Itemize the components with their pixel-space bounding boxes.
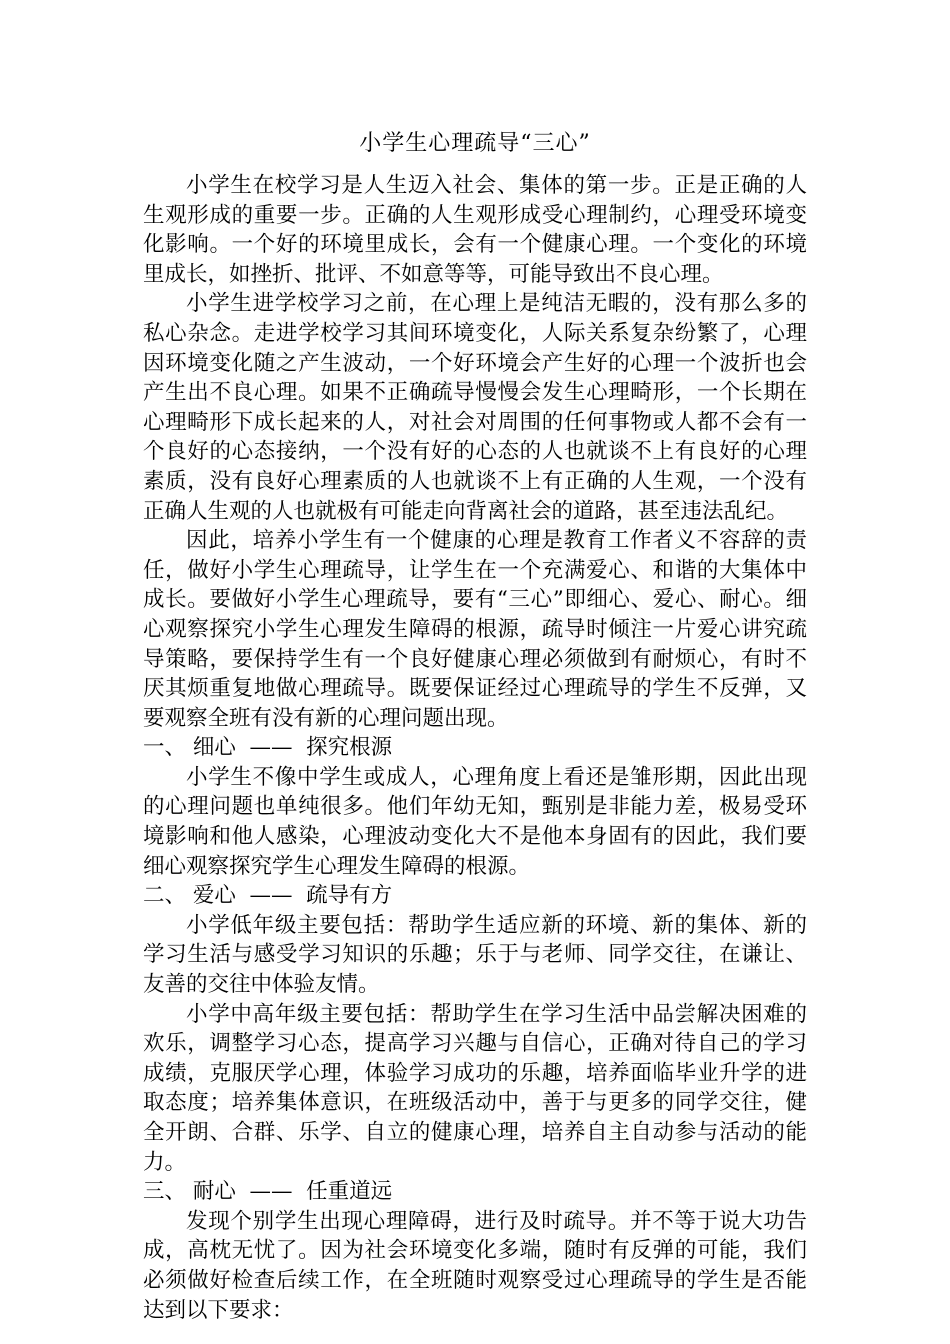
section-heading-patience: 三、 耐心 —— 任重道远 [143,1179,393,1205]
intro-paragraph-1: 小学生在校学习是人生迈入社会、集体的第一步。正是正确的人生观形成的重要一步。正确的人生观形成受心理制约，心理受环境变化影响。一个好的环境里成长，会有一个健康心理。一个变化的环境里成长，如挫折、批评、不如意等等，可能导致出不良心理。 [143,173,807,287]
section2-paragraph-1: 小学低年级主要包括：帮助学生适应新的环境、新的集体、新的学习生活与感受学习知识的乐趣；乐于与老师、同学交往，在谦让、友善的交往中体验友情。 [143,912,807,998]
section-heading-love: 二、 爱心 —— 疏导有方 [143,883,393,909]
section-heading-careful: 一、 细心 —— 探究根源 [143,735,393,761]
document-body [143,128,807,1325]
section2-paragraph-2: 小学中高年级主要包括：帮助学生在学习生活中品尝解决困难的欢乐，调整学习心态，提高学习兴趣与自信心，正确对待自己的学习成绩，克服厌学心理，体验学习成功的乐趣，培养面临毕业升学的进取态度；培养集体意识，在班级活动中，善于与更多的同学交往，健全开朗、合群、乐学、自立的健康心理，培养自主自动参与活动的能力。 [143,1001,807,1175]
section3-paragraph-1: 发现个别学生出现心理障碍，进行及时疏导。并不等于说大功告成，高枕无忧了。因为社会环境变化多端，随时有反弹的可能，我们必须做好检查后续工作，在全班随时观察受过心理疏导的学生是否能达到以下要求： [143,1208,807,1323]
intro-paragraph-2: 小学生进学校学习之前，在心理上是纯洁无暇的，没有那么多的私心杂念。走进学校学习其间环境变化，人际关系复杂纷繁了，心理因环境变化随之产生波动，一个好环境会产生好的心理一个波折也会产生出不良心理。如果不正确疏导慢慢会发生心理畸形，一个长期在心理畸形下成长起来的人，对社会对周围的任何事物或人都不会有一个良好的心态接纳，一个没有好的心态的人也就谈不上有良好的心理素质，没有良好心理素质的人也就谈不上有正确的人生观，一个没有正确人生观的人也就极有可能走向背离社会的道路，甚至违法乱纪。 [143,291,807,524]
document-title: 小学生心理疏导“三心” [359,131,591,156]
section1-paragraph-1: 小学生不像中学生或成人，心理角度上看还是雏形期，因此出现的心理问题也单纯很多。他们年幼无知，甄别是非能力差，极易受环境影响和他人感染，心理波动变化大不是他本身固有的因此，我们要细心观察探究学生心理发生障碍的根源。 [143,764,807,879]
intro-paragraph-3: 因此，培养小学生有一个健康的心理是教育工作者义不容辞的责任，做好小学生心理疏导，让学生在一个充满爱心、和谐的大集体中成长。要做好小学生心理疏导，要有“三心”即细心、爱心、耐心。细心观察探究小学生心理发生障碍的根源，疏导时倾注一片爱心讲究疏导策略，要保持学生有一个良好健康心理必须做到有耐烦心，有时不厌其烦重复地做心理疏导。既要保证经过心理疏导的学生不反弹，又要观察全班有没有新的心理问题出现。 [143,528,807,731]
